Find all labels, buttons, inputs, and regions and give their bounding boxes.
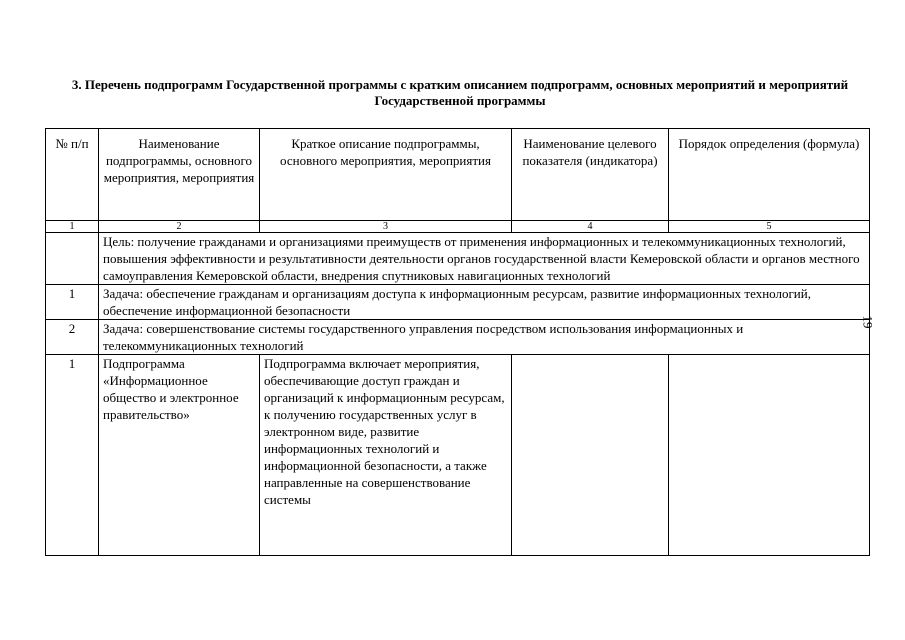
column-numbers-row xyxy=(46,221,870,233)
header-indicator: Наименование целевого показателя (индикатора) xyxy=(512,129,669,221)
column-number: 4 xyxy=(512,221,669,233)
subprograms-table xyxy=(45,128,870,556)
task-row xyxy=(46,285,870,320)
goal-text: Цель: получение гражданами и организациями преимуществ от применения информационных и телекоммуникационных технологий, повышения эффективности и результативности деятельности органов государственной власти Кемеровской области и органов местного самоуправления Кемеровской области, внедрения спутниковых навигационных технологий xyxy=(99,233,870,285)
header-formula: Порядок определения (формула) xyxy=(669,129,870,221)
table-row xyxy=(46,355,870,556)
subprogram-description: Подпрограмма включает мероприятия, обеспечивающие доступ граждан и организаций к информационным ресурсам, к получению государственных услуг в электронном виде, развитие информационных технологий и информационной безопасности, а также направленные на совершенствование системы xyxy=(260,355,512,556)
goal-number-cell xyxy=(46,233,99,285)
task-row xyxy=(46,320,870,355)
task-text: Задача: совершенствование системы государственного управления посредством использования информационных и телекоммуникационных технологий xyxy=(99,320,870,355)
column-number: 2 xyxy=(99,221,260,233)
header-description: Краткое описание подпрограммы, основного мероприятия, мероприятия xyxy=(260,129,512,221)
goal-row xyxy=(46,233,870,285)
task-number: 1 xyxy=(46,285,99,320)
task-number: 2 xyxy=(46,320,99,355)
column-number: 5 xyxy=(669,221,870,233)
column-number: 3 xyxy=(260,221,512,233)
page-title: 3. Перечень подпрограмм Государственной программы с кратким описанием подпрограмм, основных мероприятий и мероприятий Государственной программы xyxy=(71,77,849,108)
subprogram-name: Подпрограмма «Информационное общество и электронное правительство» xyxy=(99,355,260,556)
task-text: Задача: обеспечение гражданам и организациям доступа к информационным ресурсам, развитие информационных технологий, обеспечение информационной безопасности xyxy=(99,285,870,320)
page-number: 19 xyxy=(860,315,876,329)
row-number: 1 xyxy=(46,355,99,556)
header-number: № п/п xyxy=(46,129,99,221)
indicator-cell xyxy=(512,355,669,556)
header-name: Наименование подпрограммы, основного мероприятия, мероприятия xyxy=(99,129,260,221)
column-number: 1 xyxy=(46,221,99,233)
formula-cell xyxy=(669,355,870,556)
table-header-row xyxy=(46,129,870,221)
